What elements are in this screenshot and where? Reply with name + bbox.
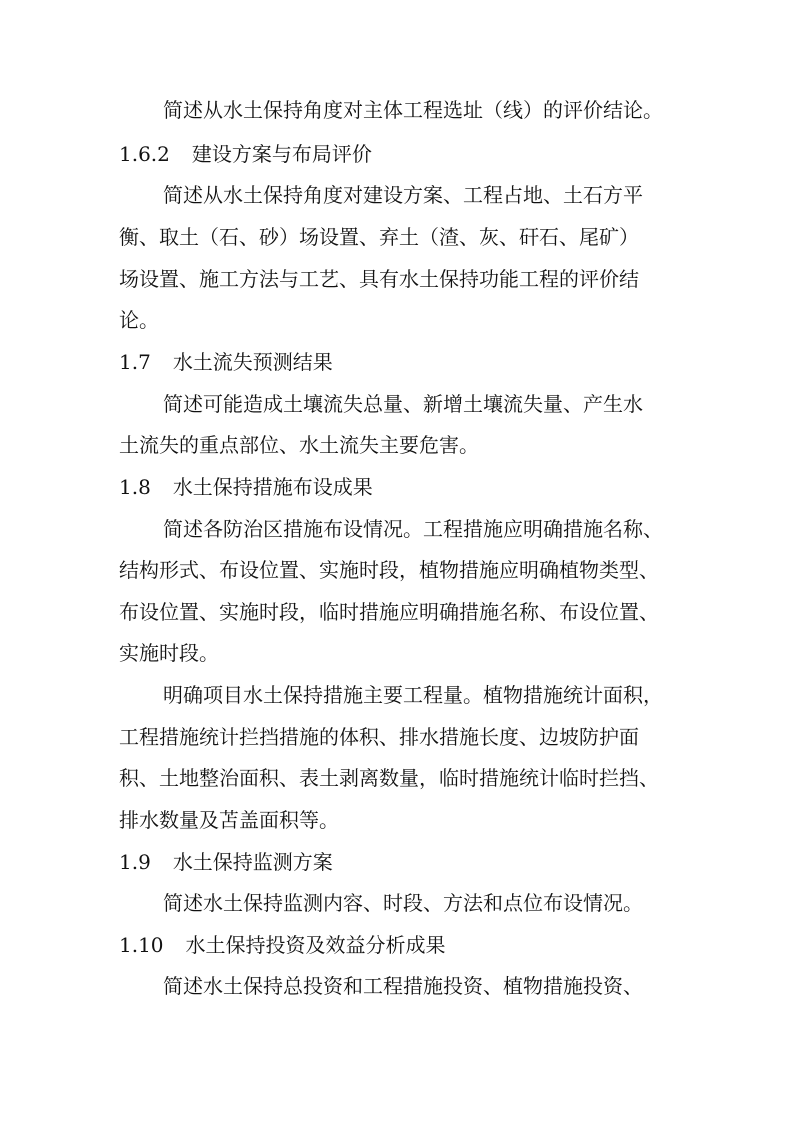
section-number: 1.6.2 <box>119 142 170 166</box>
section-heading-1-9 <box>119 847 333 877</box>
paragraph-line: 土流失的重点部位、水土流失主要危害。 <box>119 433 479 457</box>
section-number: 1.9 <box>119 850 151 874</box>
section-title: 水土保持投资及效益分析成果 <box>185 933 446 957</box>
paragraph-line: 简述从水土保持角度对建设方案、工程占地、土石方平 <box>163 183 643 207</box>
paragraph-line: 简述从水土保持角度对主体工程选址（线）的评价结论。 <box>163 98 663 122</box>
section-number: 1.7 <box>119 350 151 374</box>
paragraph-line: 结构形式、布设位置、实施时段，植物措施应明确植物类型、 <box>119 558 659 582</box>
paragraph-line: 场设置、施工方法与工艺、具有水土保持功能工程的评价结 <box>119 267 639 291</box>
paragraph-line: 积、土地整治面积、表土剥离数量，临时措施统计临时拦挡、 <box>119 766 659 790</box>
section-title: 水土保持措施布设成果 <box>172 475 373 499</box>
paragraph-line: 简述可能造成土壤流失总量、新增土壤流失量、产生水 <box>163 392 643 416</box>
paragraph-line: 论。 <box>119 308 159 332</box>
paragraph-line: 衡、取土（石、砂）场设置、弃土（渣、灰、矸石、尾矿） <box>119 225 639 249</box>
section-number: 1.10 <box>119 933 164 957</box>
paragraph-line: 布设位置、实施时段，临时措施应明确措施名称、布设位置、 <box>119 600 659 624</box>
paragraph-line: 简述水土保持总投资和工程措施投资、植物措施投资、 <box>163 974 643 998</box>
section-heading-1-7 <box>119 347 333 377</box>
paragraph-line: 实施时段。 <box>119 641 219 665</box>
paragraph-line: 简述水土保持监测内容、时段、方法和点位布设情况。 <box>163 891 643 915</box>
paragraph-line: 工程措施统计拦挡措施的体积、排水措施长度、边坡防护面 <box>119 725 639 749</box>
paragraph-line: 明确项目水土保持措施主要工程量。植物措施统计面积， <box>163 683 663 707</box>
section-heading-1-10 <box>119 930 446 960</box>
paragraph-line: 排水数量及苫盖面积等。 <box>119 808 339 832</box>
section-heading-1-8 <box>119 472 373 502</box>
section-title: 水土保持监测方案 <box>172 850 333 874</box>
section-number: 1.8 <box>119 475 151 499</box>
paragraph-line: 简述各防治区措施布设情况。工程措施应明确措施名称、 <box>163 517 663 541</box>
section-title: 建设方案与布局评价 <box>191 142 372 166</box>
section-title: 水土流失预测结果 <box>172 350 333 374</box>
section-heading-1-6-2 <box>119 139 372 169</box>
